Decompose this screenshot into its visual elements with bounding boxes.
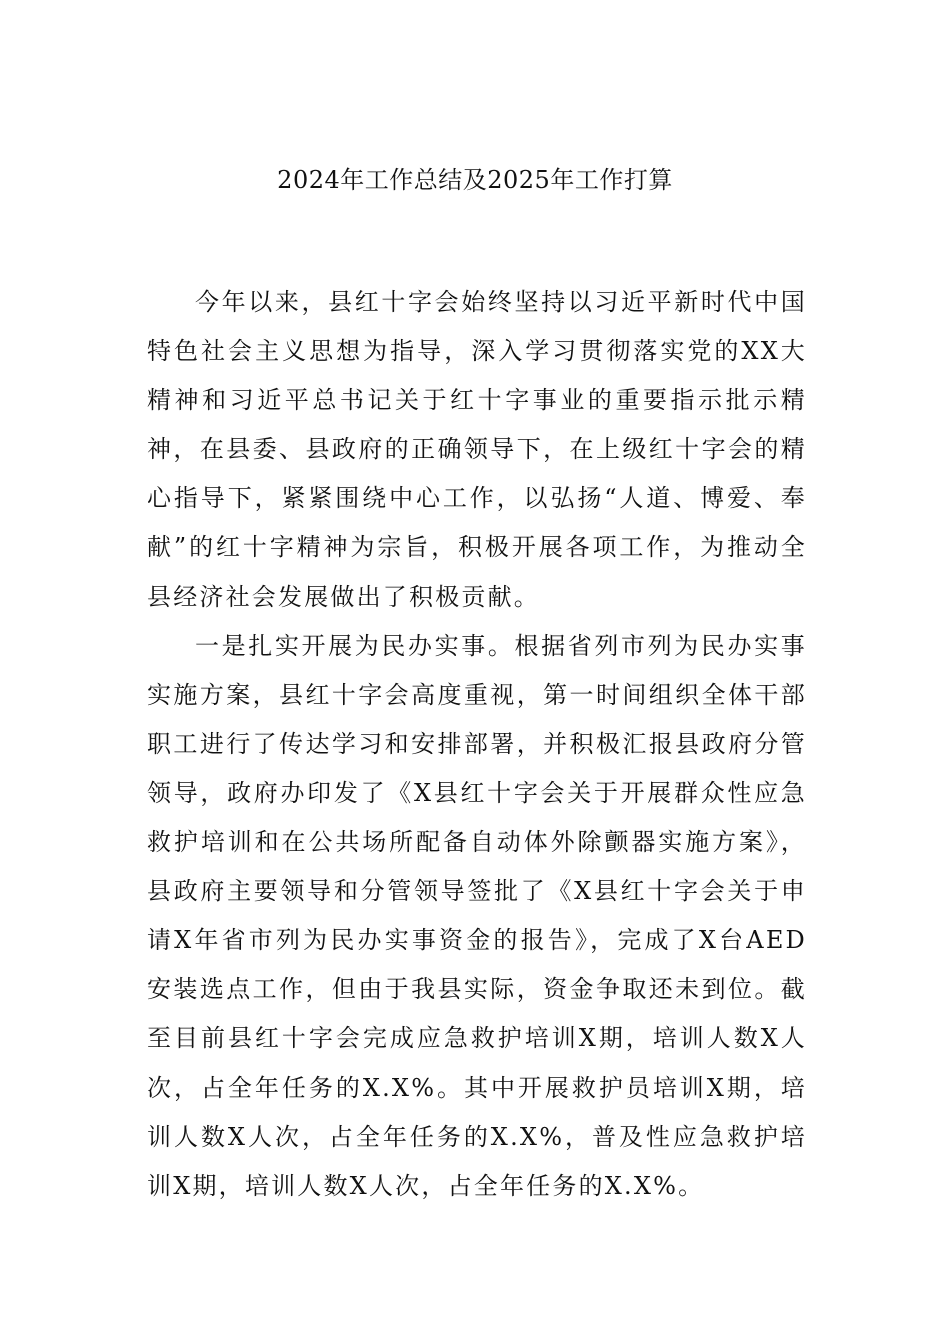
paragraph-item-1: 一是扎实开展为民办实事。根据省列市列为民办实事实施方案，县红十字会高度重视，第一时间组织全体干部职工进行了传达学习和安排部署，并积极汇报县政府分管领导，政府办印发了《X县红十字会关于开展群众性应急救护培训和在公共场所配备自动体外除颤器实施方案》，县政府主要领导和分管领导签批了《X县红十字会关于申请X年省市列为民办实事资金的报告》，完成了X台AED安装选点工作，但由于我县实际，资金争取还未到位。截至目前县红十字会完成应急救护培训X期，培训人数X人次，占全年任务的X.X%。其中开展救护员培训X期，培训人数X人次，占全年任务的X.X%，普及性应急救护培训X期，培训人数X人次，占全年任务的X.X%。 [147, 631, 807, 1200]
document-title: 2024年工作总结及2025年工作打算 [277, 166, 673, 194]
paragraph-intro: 今年以来，县红十字会始终坚持以习近平新时代中国特色社会主义思想为指导，深入学习贯彻落实党的XX大精神和习近平总书记关于红十字事业的重要指示批示精神，在县委、县政府的正确领导下，在上级红十字会的精心指导下，紧紧围绕中心工作，以弘扬“人道、博爱、奉献”的红十字精神为宗旨，积极开展各项工作，为推动全县经济社会发展做出了积极贡献。 [147, 288, 807, 611]
document-body [147, 278, 807, 1211]
